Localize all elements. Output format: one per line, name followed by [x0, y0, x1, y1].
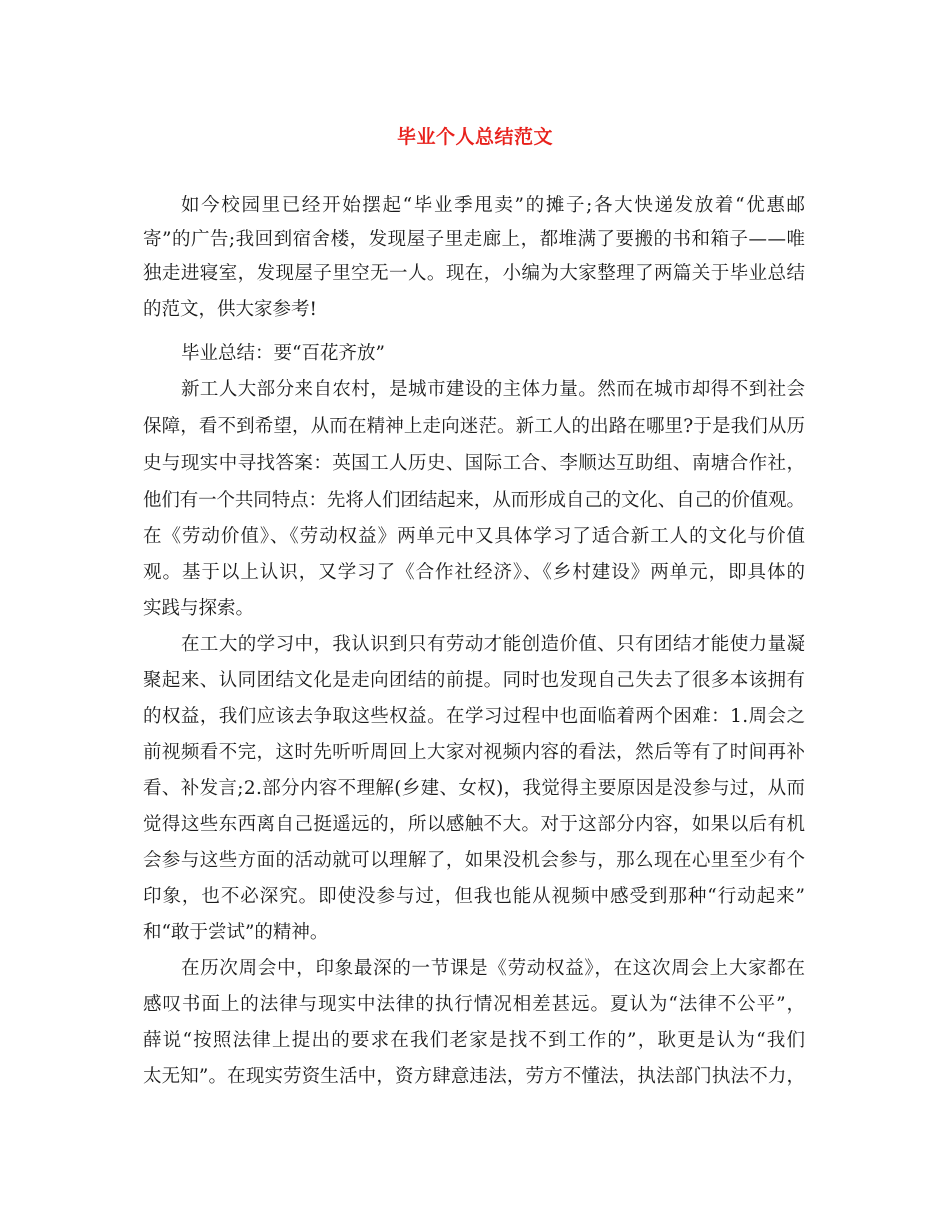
paragraph-line [0, 663, 950, 699]
line-text: 太无知”。在现实劳资生活中，资方肆意违法，劳方不懂法，执法部门执法不力， [143, 1066, 806, 1087]
paragraph-line [0, 771, 950, 807]
paragraph-line [0, 292, 950, 328]
paragraph-line [0, 987, 950, 1023]
line-text: 印象，也不必深究。即使没参与过，但我也能从视频中感受到那种“行动起来” [143, 886, 806, 907]
line-text: 的权益，我们应该去争取这些权益。在学习过程中也面临着两个困难：1.周会之 [143, 706, 806, 727]
paragraph-line [0, 519, 950, 555]
paragraph-line [0, 735, 950, 771]
line-text: 感叹书面上的法律与现实中法律的执行情况相差甚远。夏认为“法律不公平”， [143, 994, 806, 1015]
paragraph-line [0, 915, 950, 951]
line-text: 和“敢于尝试”的精神。 [143, 922, 329, 943]
paragraph-line [0, 336, 950, 372]
line-text: 在历次周会中，印象最深的一节课是《劳动权益》，在这次周会上大家都在 [181, 958, 806, 979]
line-text: 的范文，供大家参考! [143, 299, 317, 320]
line-text: 观。基于以上认识，又学习了《合作社经济》、《乡村建设》两单元，即具体的 [143, 562, 806, 583]
paragraph-line [0, 1059, 950, 1095]
line-text: 史与现实中寻找答案：英国工人历史、国际工合、李顺达互助组、南塘合作社， [143, 453, 806, 474]
paragraph-line [0, 188, 950, 224]
line-text: 觉得这些东西离自己挺遥远的，所以感触不大。对于这部分内容，如果以后有机 [143, 814, 806, 835]
line-text: 聚起来、认同团结文化是走向团结的前提。同时也发现自己失去了很多本该拥有 [143, 670, 806, 691]
paragraph-line [0, 222, 950, 258]
paragraph-line [0, 483, 950, 519]
document-title: 毕业个人总结范文 [396, 126, 553, 148]
paragraph-line [0, 555, 950, 591]
line-text: 寄”的广告;我回到宿舍楼，发现屋子里走廊上，都堆满了要搬的书和箱子——唯 [143, 229, 806, 250]
line-text: 独走进寝室，发现屋子里空无一人。现在，小编为大家整理了两篇关于毕业总结 [143, 263, 806, 284]
paragraph-line [0, 627, 950, 663]
paragraph-line [0, 879, 950, 915]
line-text: 保障，看不到希望，从而在精神上走向迷茫。新工人的出路在哪里?于是我们从历 [143, 416, 806, 437]
paragraph-line [0, 807, 950, 843]
line-text: 在工大的学习中，我认识到只有劳动才能创造价值、只有团结才能使力量凝 [181, 634, 806, 655]
paragraph-line [0, 409, 950, 445]
line-text: 看、补发言;2.部分内容不理解(乡建、女权)，我觉得主要原因是没参与过，从而 [143, 778, 806, 799]
line-text: 薛说“按照法律上提出的要求在我们老家是找不到工作的”，耿更是认为“我们 [143, 1030, 807, 1051]
paragraph-line [0, 1023, 950, 1059]
paragraph-line [0, 372, 950, 408]
line-text: 他们有一个共同特点：先将人们团结起来，从而形成自己的文化、自己的价值观。 [143, 490, 805, 511]
line-text: 如今校园里已经开始摆起“毕业季甩卖”的摊子;各大快递发放着“优惠邮 [181, 195, 807, 216]
paragraph-line [0, 446, 950, 482]
line-text: 实践与探索。 [143, 598, 255, 619]
line-text: 在《劳动价值》、《劳动权益》两单元中又具体学习了适合新工人的文化与价值 [143, 526, 806, 547]
line-text: 前视频看不完，这时先听听周回上大家对视频内容的看法，然后等有了时间再补 [143, 742, 806, 763]
paragraph-line [0, 591, 950, 627]
paragraph-line [0, 256, 950, 292]
line-text: 新工人大部分来自农村，是城市建设的主体力量。然而在城市却得不到社会 [181, 379, 806, 400]
line-text: 毕业总结：要“百花齐放” [181, 343, 385, 364]
paragraph-line [0, 843, 950, 879]
paragraph-line [0, 699, 950, 735]
paragraph-line [0, 951, 950, 987]
line-text: 会参与这些方面的活动就可以理解了，如果没机会参与，那么现在心里至少有个 [143, 850, 806, 871]
